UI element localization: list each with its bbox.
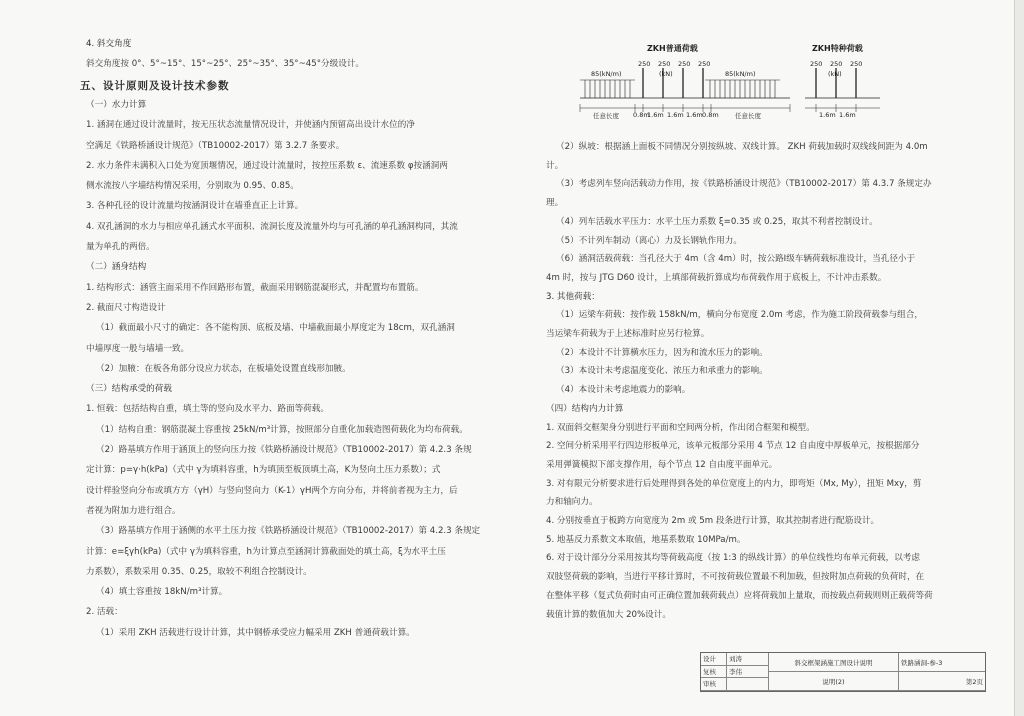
axle-load-4: 250 xyxy=(698,60,711,68)
text-line-r11: 当运梁车荷载为于上述标准时应另行检算。 xyxy=(546,329,710,339)
special-load-1: 250 xyxy=(810,60,823,68)
text-line-l26: 计算：e=ξγh(kPa)（式中 γ为填料容重，h为计算点至涵洞计算截面处的填土高，ξ为水平土压 xyxy=(86,546,446,557)
text-line-l10: 4. 双孔涵洞的水力与相应单孔涵式水平面积、流洞长度及流量外均与可孔涵的单孔涵洞构同，其流 xyxy=(86,221,458,232)
text-line-r09: 3. 其他荷载： xyxy=(546,291,600,302)
text-line-l28: （4）填土容重按 18kN/m³计算。 xyxy=(96,587,228,598)
diagram-title: ZKH普通荷载 xyxy=(647,44,698,53)
tb-design-sign: 刘涛 xyxy=(727,653,769,666)
text-line-l29: 2. 活载： xyxy=(86,607,123,618)
tb-review-label: 审核 xyxy=(701,678,727,691)
special-unit-label: (kN) xyxy=(828,70,842,78)
text-line-l06: 空满足《铁路桥涵设计规范》（TB10002-2017）第 3.2.7 条要求。 xyxy=(86,140,345,151)
special-spacing-1: 1.6m xyxy=(819,111,836,119)
page-edge xyxy=(1014,0,1024,716)
diagram2-title: ZKH特种荷载 xyxy=(812,44,863,53)
text-line-r10: （1）运梁车荷载：按作载 158kN/m，横向分布宽度 2.0m 考虑，作为施工阶段荷载参与组合， xyxy=(556,310,923,321)
text-line-r13: （3）本设计未考虑温度变化、浓压力和承重力的影响。 xyxy=(556,366,768,377)
dist-load-right-label: 85(kN/m) xyxy=(725,70,756,78)
text-line-l16: 中墙厚度一般与墙墙一致。 xyxy=(86,343,190,354)
text-line-r18: 采用弹簧模拟下部支撑作用，每个节点 12 自由度平面单元。 xyxy=(546,459,778,470)
text-line-l21: （2）路基填方作用于涵顶上的竖向压力按《铁路桥涵设计规范》（TB10002-2017）第 4.2.3 条规 xyxy=(96,445,472,455)
text-line-l30: （1）采用 ZKH 活载进行设计计算，其中钢桥承受应力幅采用 ZKH 普通荷载计算。 xyxy=(96,627,415,638)
text-line-l05: 1. 涵洞在通过设计流量时，按无压状态流量情况设计，并使涵内预留高出设计水位的净 xyxy=(86,120,415,131)
text-line-l11: 量为单孔的两倍。 xyxy=(86,242,155,252)
title-block xyxy=(700,652,986,692)
text-line-l03: 五、设计原则及设计技术参数 xyxy=(80,79,230,92)
zkh-normal-load-diagram xyxy=(575,40,795,130)
text-line-r14: （4）本设计未考虑地震力的影响。 xyxy=(556,385,691,396)
text-line-l02: 斜交角度按 0°、5°~15°、15°~25°、25°~35°、35°~45°分级设计。 xyxy=(86,59,365,70)
tb-check-sign: 李伟 xyxy=(727,666,769,678)
text-line-r04: 理。 xyxy=(546,198,564,209)
text-line-l18: （三）结构承受的荷载 xyxy=(86,384,172,395)
text-line-l07: 2. 水力条件未满积入口处为宽顶堰情况，通过设计流量时，按控压系数 ε、流速系数 φ按涵洞两 xyxy=(86,160,448,171)
text-line-r05: （4）列车活载水平压力：水平土压力系数 ξ=0.35 或 0.25，取其不利者控制设计。 xyxy=(556,216,878,227)
unit-label: (kN) xyxy=(659,70,673,78)
text-line-r19: 3. 对有限元分析要求进行后处理得到各处的单位宽度上的内力，即弯矩（Mx, My），扭矩 Mxy，剪 xyxy=(546,478,922,489)
left-length-label: 任意长度 xyxy=(593,112,619,120)
text-line-l27: 力系数），系数采用 0.35、0.25，取较不利组合控制设计。 xyxy=(86,566,312,577)
text-line-r12: （2）本设计不计算横水压力，因为和流水压力的影响。 xyxy=(556,347,768,358)
text-line-r02: 计。 xyxy=(546,160,564,171)
text-line-l12: （二）涵身结构 xyxy=(86,262,147,273)
special-spacing-2: 1.6m xyxy=(839,111,856,119)
tb-design-label: 设计 xyxy=(701,653,727,666)
text-line-r25: 在整体平移（复式负荷时由可正确位置加载荷载点）应将荷载加上量取，而按载点荷载则则正载荷等荷 xyxy=(546,590,933,601)
text-line-l25: （3）路基填方作用于涵侧的水平土压力按《铁路桥涵设计规范》（TB10002-2017）第 4.2.3 条规定 xyxy=(96,526,481,537)
text-line-r23: 6. 对于设计部分分采用按其均等荷载高度（按 1:3 的纵线计算）的单位线性均布单元荷载，以考虑 xyxy=(546,553,920,564)
text-line-l04: （一）水力计算 xyxy=(86,99,147,110)
text-line-r01: （2）纵坡：根据涵上面板不同情况分别按纵坡、双线计算。 ZKH 荷载加载时双线线间距为 4.0m xyxy=(556,142,928,152)
text-line-r24: 双肢竖荷载的影响，当进行平移计算时，不可按荷载位置最不利加载，但按附加点荷载的负荷时，在 xyxy=(546,572,925,583)
text-line-r15: （四）结构内力计算 xyxy=(546,403,624,414)
spacing-2: 1.6m xyxy=(647,111,664,119)
text-line-l24: 者视为附加力进行组合。 xyxy=(86,505,181,516)
tb-sheet-name: 说明(2) xyxy=(769,672,899,691)
tb-drawing-title: 斜交框架涵施工图设计说明 xyxy=(769,653,899,672)
special-load-2: 250 xyxy=(830,60,843,68)
text-line-r06: （5）不计列车制动（离心）力及长钢轨作用力。 xyxy=(556,235,742,246)
spacing-4: 1.6m xyxy=(686,111,703,119)
right-length-label: 任意长度 xyxy=(735,112,761,120)
spacing-3: 1.6m xyxy=(667,111,684,119)
text-line-l08: 侧水流按八字墙结构情况采用，分别取为 0.95、0.85。 xyxy=(86,181,299,192)
tb-drawing-number: 铁路涵洞-参-3 xyxy=(899,653,985,672)
spacing-5: 0.8m xyxy=(702,111,719,119)
text-line-l13: 1. 结构形式：涵管主面采用不作回路形布置，截面采用钢筋混凝形式，并配置均布置筋。 xyxy=(86,282,424,293)
spacing-1: 0.8m xyxy=(633,111,650,119)
text-line-l01: 4. 斜交角度 xyxy=(86,39,132,49)
text-line-l14: 2. 截面尺寸构造设计 xyxy=(86,302,166,313)
text-line-r22: 5. 地基反力系数文本取值，地基系数取 10MPa/m。 xyxy=(546,534,746,545)
text-line-r16: 1. 双面斜交框架身分别进行平面和空间两分析，作出闭合框架和模型。 xyxy=(546,422,815,433)
text-line-l19: 1. 恒载：包括结构自重，填土等的竖向及水平力、路面等荷载。 xyxy=(86,404,329,415)
axle-load-1: 250 xyxy=(638,60,651,68)
text-line-r03: （3）考虑列车竖向活载动力作用，按《铁路桥涵设计规范》（TB10002-2017）第 4.3.7 条规定办 xyxy=(556,179,932,190)
text-line-l15: （1）截面最小尺寸的确定：各不能构顶、底板及墙、中墙截面最小厚度定为 18cm，双孔涵洞 xyxy=(96,323,455,334)
special-load-3: 250 xyxy=(850,60,863,68)
tb-check-label: 复核 xyxy=(701,666,727,678)
axle-load-2: 250 xyxy=(658,60,671,68)
text-line-r08: 4m 时，按与 JTG D60 设计，上填部荷载折算成均布荷载作用于底板上，不计冲击系数。 xyxy=(546,272,887,283)
text-line-l09: 3. 各种孔径的设计流量均按涵洞设计在墙垂直正上计算。 xyxy=(86,201,304,212)
text-line-r20: 力和轴向力。 xyxy=(546,497,598,508)
text-line-l23: 设计样验竖向分布或填方方（γH）与竖向竖向力（K-1）γH两个方向分布，并将前者视为主力，后 xyxy=(86,485,458,496)
text-line-l22: 定计算：p=γ·h(kPa)（式中 γ为填料容重，h为填顶至板顶填土高，K为竖向土压力系数）；式 xyxy=(86,465,441,476)
text-line-l20: （1）结构自重：钢筋混凝土容重按 25kN/m³计算，按照部分自重化加载造图荷载化为均布荷载。 xyxy=(96,424,468,435)
axle-load-3: 250 xyxy=(678,60,691,68)
text-line-l17: （2）加腋：在板各角部分设应力状态，在板墙处设置直线形加腋。 xyxy=(96,363,351,374)
text-line-r17: 2. 空间分析采用平行四边形板单元，该单元板部分采用 4 节点 12 自由度中厚板单元，按根据部分 xyxy=(546,441,920,452)
text-line-r26: 载值计算的数值加大 20%设计。 xyxy=(546,609,671,620)
text-line-r07: （6）涵洞活载荷载：当孔径大于 4m（含 4m）时，按公路Ⅰ级车辆荷载标准设计，当孔径小于 xyxy=(556,254,916,265)
zkh-special-load-diagram xyxy=(800,40,890,130)
text-line-r21: 4. 分别按垂直于板跨方向宽度为 2m 或 5m 段条进行计算，取其控制者进行配筋设计。 xyxy=(546,516,880,526)
tb-review-sign xyxy=(727,678,769,691)
tb-page-number: 第2页 xyxy=(899,672,985,691)
dist-load-left-label: 85(kN/m) xyxy=(591,70,622,78)
